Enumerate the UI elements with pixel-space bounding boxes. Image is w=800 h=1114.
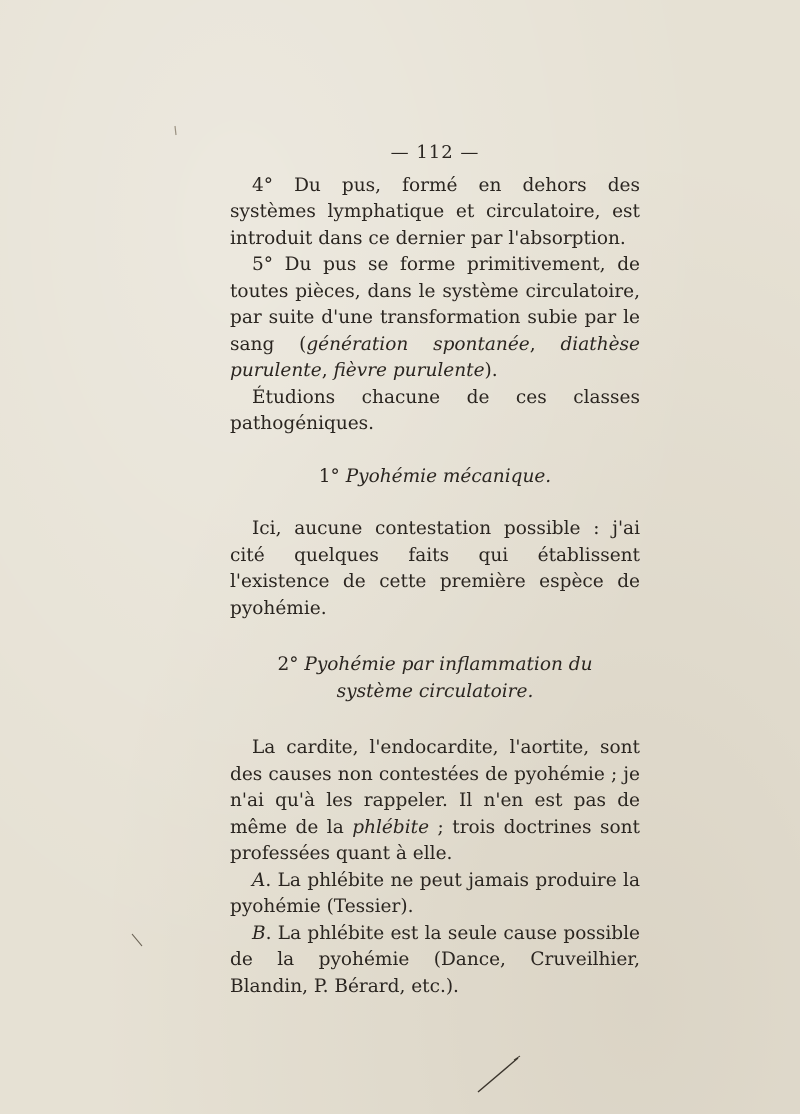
section-heading-2-title: Pyohémie par inflammation du système circulatoire. <box>304 654 593 702</box>
ink-stroke-mark <box>470 1050 530 1100</box>
doctrine-b-text: . La phlébite est la seule cause possible de la pyohémie (Dance, Cruveilhier, Blandin, P. Bérard, etc.). <box>230 922 640 997</box>
separator: , <box>321 360 334 381</box>
paragraph-section-2 <box>230 735 640 868</box>
paragraph-section-2-rest: ; trois doctrines sont professées quant à elle. <box>230 816 640 864</box>
doctrine-b-label: B <box>252 922 266 944</box>
italic-term-phlebite: phlébite <box>352 816 430 838</box>
separator: , <box>529 333 561 355</box>
section-heading-2 <box>230 652 640 705</box>
section-heading-1 <box>230 464 640 491</box>
text-block <box>230 140 640 1000</box>
section-heading-1-title: Pyohémie mécanique. <box>345 465 552 487</box>
italic-term-diathese-purulente: diathèse purulente <box>230 333 640 381</box>
page-number: — 112 — <box>390 142 480 163</box>
paragraph-section-1-text: Ici, aucune contestation possible : j'ai cité quelques faits qui établissent l'existence de cette première espèce de pyohémie. <box>230 518 640 619</box>
paragraph-item-5 <box>230 252 640 385</box>
paper-speck <box>172 125 180 137</box>
paragraph-etudions <box>230 385 640 438</box>
paragraph-item-4 <box>230 173 640 253</box>
doctrine-a-label: A <box>252 869 266 891</box>
section-heading-1-number: 1° <box>318 465 340 487</box>
italic-term-fievre-purulente: fièvre purulente <box>333 360 485 381</box>
paragraph-item-4-text: 4° Du pus, formé en dehors des systèmes lymphatique et circulatoire, est introduit dans ce dernier par l'absorption. <box>230 174 640 249</box>
closing-text: ). <box>484 360 498 381</box>
paragraph-etudions-text: Étudions chacune de ces classes pathogéniques. <box>230 386 640 434</box>
paragraph-item-5-text: 5° Du pus se forme primitivement, de toutes pièces, dans le système circulatoire, par suite d'une transformation subie par le sang ( <box>230 254 640 355</box>
doctrine-b <box>230 921 640 1001</box>
paragraph-section-1 <box>230 516 640 622</box>
ink-stroke-mark-small <box>128 930 148 950</box>
doctrine-a <box>230 868 640 921</box>
section-heading-2-number: 2° <box>277 654 299 675</box>
doctrine-a-text: . La phlébite ne peut jamais produire la pyohémie (Tessier). <box>230 869 640 917</box>
paragraph-section-2-text: La cardite, l'endocardite, l'aortite, sont des causes non contestées de pyohémie ; je n'ai qu'à les rappeler. Il n'en est pas de même de la <box>230 737 640 838</box>
italic-term-generation-spontanee: génération spontanée <box>306 333 530 355</box>
